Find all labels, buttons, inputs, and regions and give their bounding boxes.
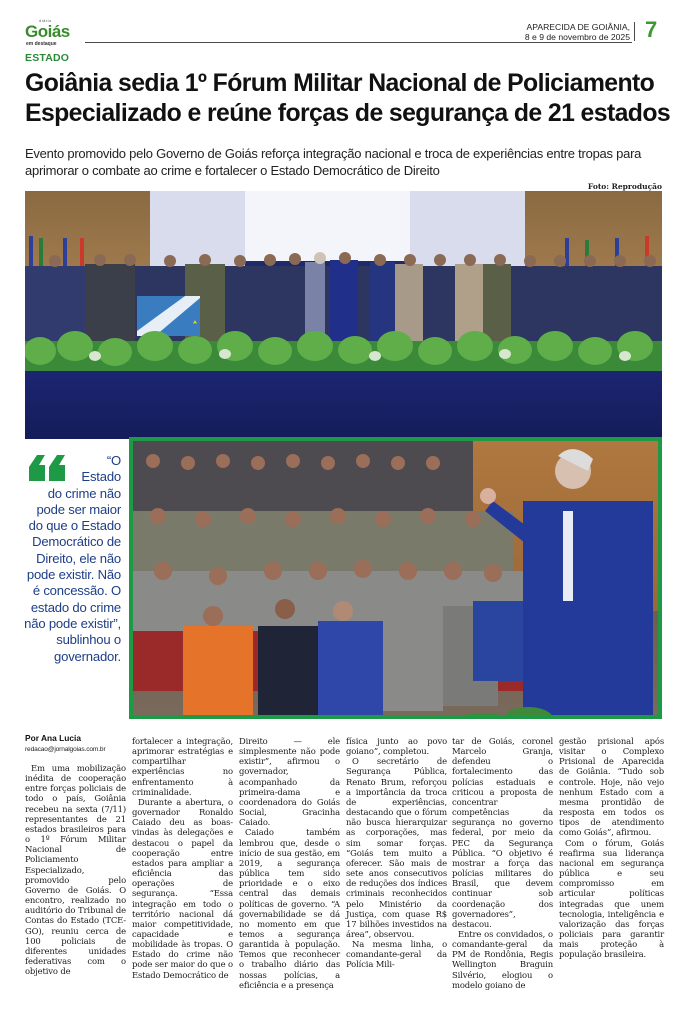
page-number: 7 (645, 17, 658, 42)
article-column-4 (346, 736, 447, 970)
stage-front (25, 371, 662, 439)
logo-word: Goiás (25, 22, 70, 41)
paragraph: O secretário de Segurança Pública, Renato Brum, reforçou a importância da troca de experiências, destacando que o fórum não busca hierarquizar as corporações, mas sim somar forças. “Goiás tem muito a oferecer. São mais de sete anos consecutivos de reduções dos índices criminais reconhecidos pelo Ministério da Justiça, com quase R$ 17 bilhões investidos na área”, observou. (346, 756, 447, 939)
audience-and-speaker-figure (133, 441, 662, 719)
photo-credit: Foto: Reprodução (587, 182, 662, 191)
logo-subtitle: em destaque (26, 41, 57, 47)
paragraph: física junto ao povo goiano”, completou. (346, 736, 447, 757)
logo-top-text: diário (39, 18, 52, 23)
headline-line-1: Goiânia sedia 1º Fórum Militar Nacional de Policiamento (25, 70, 655, 97)
paragraph: tar de Goiás, coronel Marcelo Granja, defendeu o fortalecimento das polícias estaduais e criticou a proposta de concentrar competências da segurança no governo federal, por meio da PEC da Segurança Pública. “O objetivo é mostrar a força das polícias militares do Brasil, que devem continuar sob coordenação dos governadores”, destacou. (452, 736, 553, 929)
photo-governor-speaking (129, 437, 662, 719)
article-column-1 (25, 763, 126, 976)
article-column-2 (132, 736, 233, 980)
headline-line-2: Especializado e reúne forças de segurança de 21 estados (25, 100, 671, 127)
main-photo-officers-on-stage (25, 191, 662, 439)
paragraph: Com o fórum, Goiás reafirma sua liderança nacional em segurança pública e seu compromisso em articular políticas integradas que unem tecnologia, inteligência e valorização das forças policiais para garantir mais proteção à população brasileira. (559, 837, 664, 960)
paragraph: Caiado também lembrou que, desde o início de sua gestão, em 2019, a segurança pública tem sido prioridade e o eixo central das demais políticas de governo. “A governabilidade se dá no momento em que temos a segurança garantida à população. Temos que reconhecer o trabalho diário das nossas polícias, a eficiência e a presença (239, 827, 340, 990)
dateline-date: 8 e 9 de novembro de 2025 (524, 32, 630, 42)
paragraph: Em uma mobilização inédita de cooperação entre forças policiais de todo o país, Goiânia recebeu na sexta (7/11) representantes de 21 estados brasileiros para o 1º Fórum Militar Nacional de Policiamento Especializado, promovido pelo Governo de Goiás. O encontro, realizado no auditório do Tribunal de Contas do Estado (TCE-GO), reuniu cerca de 100 policiais de diferentes unidades federativas com o objetivo de (25, 763, 126, 977)
dateline (525, 22, 630, 42)
pull-quote-text: “O Estado do crime não pode ser maior do que o Estado Democrático de Direito, ele não pode existir. Não é concessão. O estado do crime não pode existir”, sublinhou o governador. (24, 453, 121, 664)
headline (25, 69, 675, 129)
header-rule (85, 42, 632, 43)
byline-author: Por Ana Lucia (25, 733, 81, 743)
paragraph: fortalecer a integração, aprimorar estratégias e compartilhar experiências no enfrentamento à criminalidade. (132, 736, 233, 797)
byline-email[interactable]: redacao@jornalgoias.com.br (25, 746, 106, 753)
article-column-6 (559, 736, 664, 959)
dateline-separator (634, 22, 635, 41)
pull-quote (24, 453, 121, 665)
paragraph: Durante a abertura, o governador Ronaldo Caiado deu as boas-vindas às delegações e destacou o papel da cooperação entre estados para ampliar a eficiência das operações de segurança. “Essa integração em todo o território nacional dá maior competitividade, capacidade e mobilidade às tropas. O Estado do crime não pode ser maior do que o Estado Democrático de (132, 796, 233, 980)
paragraph: Na mesma linha, o comandante-geral da Polícia Mili- (346, 939, 447, 970)
article-column-3 (239, 736, 340, 990)
subheadline: Evento promovido pelo Governo de Goiás reforça integração nacional e troca de experiências entre tropas para aprimorar o combate ao crime e fortalecer o Estado Democrático de Direito (25, 146, 642, 178)
newspaper-logo (25, 18, 83, 50)
article-column-5 (452, 736, 553, 990)
paragraph: Direito — ele simplesmente não pode existir”, afirmou o governador, acompanhado da primeira-dama e coordenadora do Goiás Social, Gracinha Caiado. (239, 736, 340, 828)
dateline-city: APARECIDA DE GOIÂNIA, (526, 22, 630, 32)
section-tag: ESTADO (25, 52, 70, 64)
foreground-plants (453, 707, 553, 719)
paragraph: gestão prisional após visitar o Complexo Prisional de Aparecida de Goiânia. “Tudo sob controle. Hoje, não vejo nenhum Estado com a mesma prontidão de resposta em todos os tipos de atendimento como Goiás”, afirmou. (559, 736, 664, 838)
paragraph: Entre os convidados, o comandante-geral da PM de Rondônia, Regis Wellington Braguin Silvério, elogiou o modelo goiano de (452, 928, 553, 990)
